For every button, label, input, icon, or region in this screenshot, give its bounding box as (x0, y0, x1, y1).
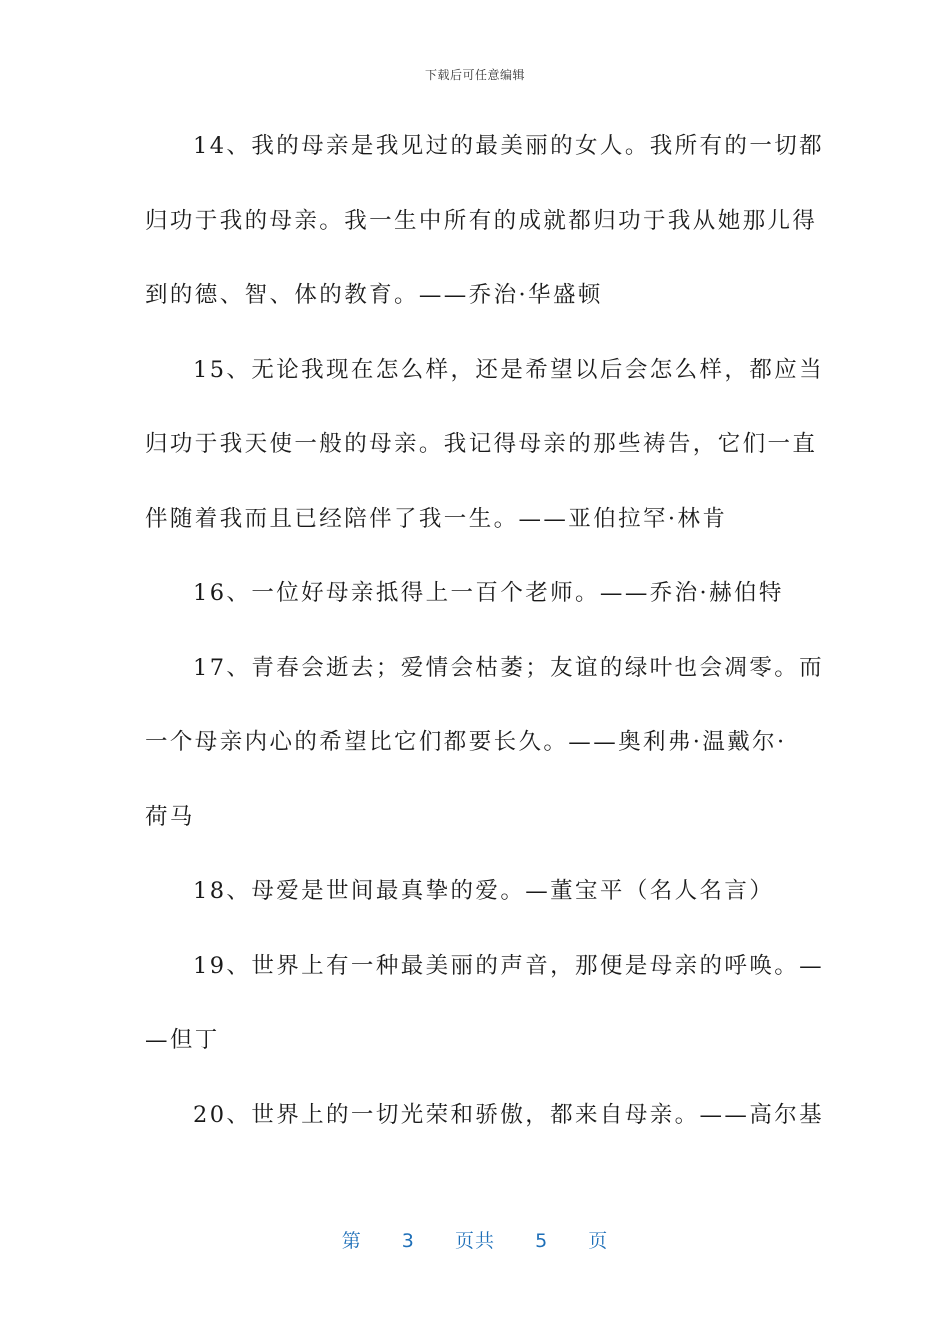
text-line: 到的德、智、体的教育。——乔治·华盛顿 (145, 282, 603, 308)
text-line: 20、世界上的一切光荣和骄傲，都来自母亲。——高尔基 (193, 1101, 825, 1128)
text-line: 伴随着我而且已经陪伴了我一生。——亚伯拉罕·林肯 (145, 505, 728, 532)
page-header: 下载后可任意编辑 (424, 68, 525, 82)
text-line: 17、青春会逝去；爱情会枯萎；友谊的绿叶也会凋零。而 (193, 654, 825, 681)
footer-suffix: 页 (588, 1230, 609, 1252)
text-line: 一个母亲内心的希望比它们都要长久。——奥利弗·温戴尔· (145, 729, 787, 755)
text-line: 14、我的母亲是我见过的最美丽的女人。我所有的一切都 (193, 133, 825, 159)
current-page-number: 3 (401, 1230, 415, 1252)
footer-prefix: 第 (341, 1230, 362, 1252)
text-line: 归功于我的母亲。我一生中所有的成就都归功于我从她那儿得 (145, 207, 818, 234)
text-line: 19、世界上有一种最美丽的声音，那便是母亲的呼唤。— (193, 952, 825, 979)
text-line: 荷马 (145, 803, 195, 830)
document-body (145, 123, 825, 1166)
text-line: 15、无论我现在怎么样，还是希望以后会怎么样，都应当 (193, 356, 825, 383)
text-line: 归功于我天使一般的母亲。我记得母亲的那些祷告，它们一直 (145, 431, 818, 457)
text-line: 18、母爱是世间最真挚的爱。—董宝平（名人名言） (193, 878, 775, 904)
text-line: 16、一位好母亲抵得上一百个老师。——乔治·赫伯特 (193, 580, 784, 606)
total-pages-number: 5 (535, 1230, 549, 1252)
footer-middle: 页共 (454, 1230, 495, 1252)
page-footer (0, 1226, 950, 1253)
text-line: —但丁 (145, 1027, 220, 1053)
